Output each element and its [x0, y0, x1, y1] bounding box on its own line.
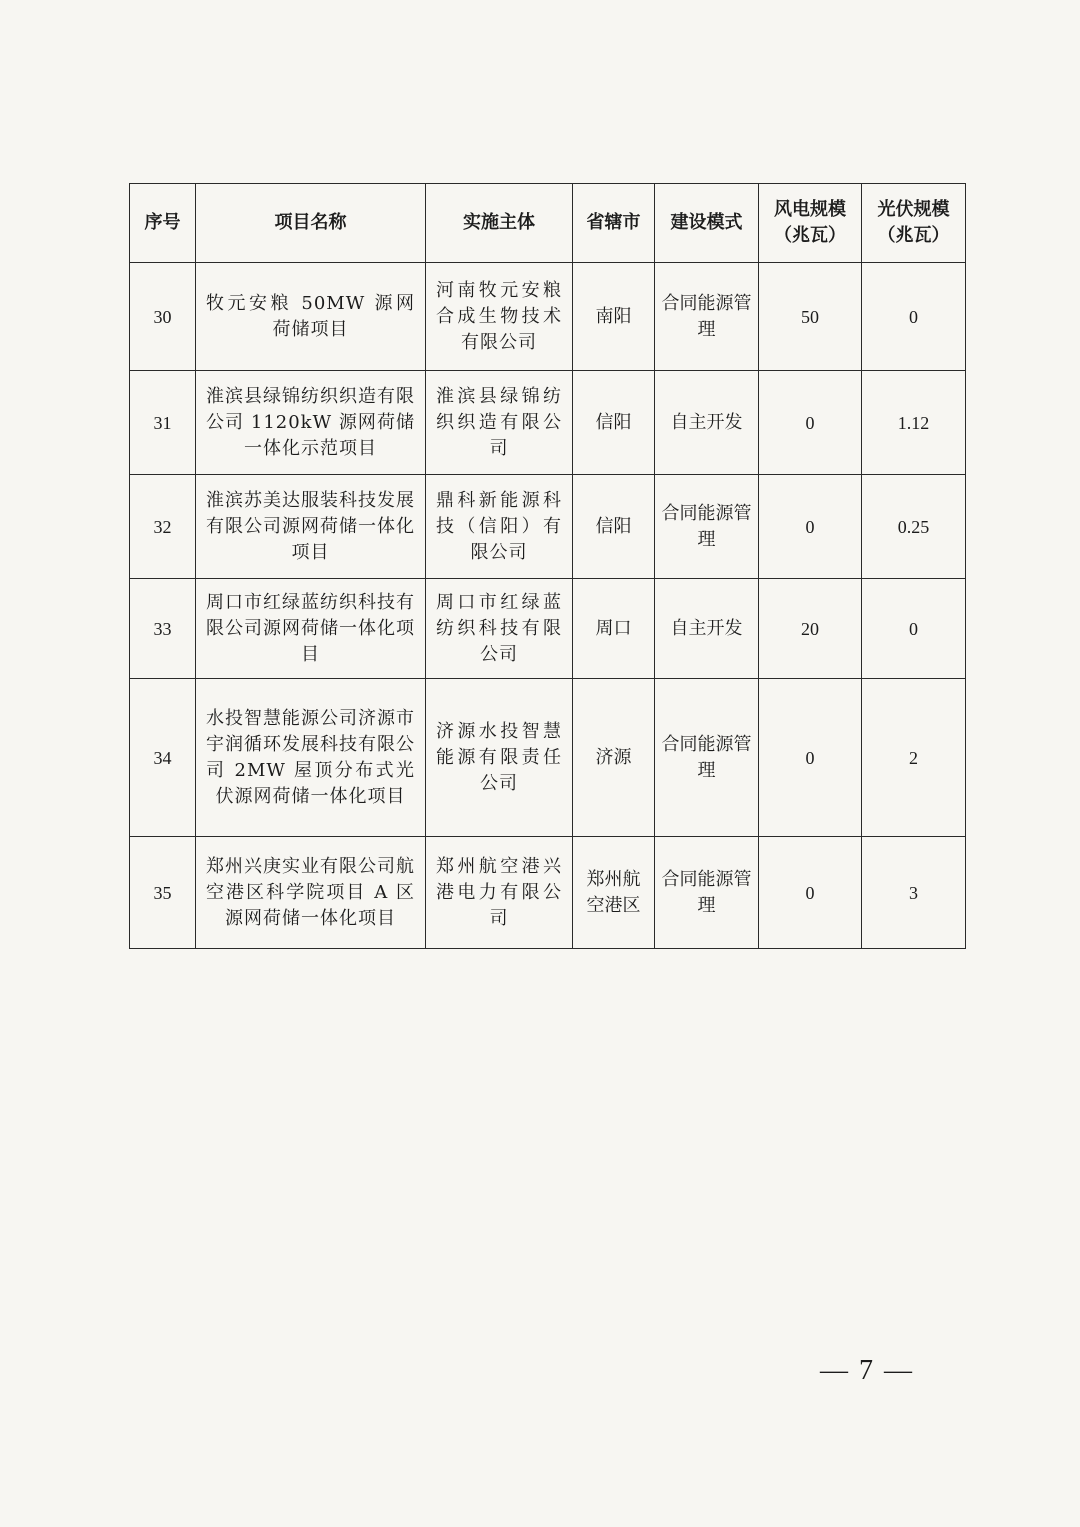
cell-city: 济源 [573, 679, 655, 837]
cell-project-name: 郑州兴庚实业有限公司航空港区科学院项目 A 区源网荷储一体化项目 [196, 837, 426, 949]
cell-mode: 合同能源管理 [655, 679, 759, 837]
cell-entity: 郑州航空港兴港电力有限公司 [426, 837, 573, 949]
header-wind-scale: 风电规模（兆瓦） [759, 184, 862, 263]
cell-project-name: 周口市红绿蓝纺织科技有限公司源网荷储一体化项目 [196, 579, 426, 679]
cell-wind-scale: 0 [759, 371, 862, 475]
cell-wind-scale: 50 [759, 263, 862, 371]
cell-wind-scale: 0 [759, 475, 862, 579]
cell-seq: 33 [130, 579, 196, 679]
cell-solar-scale: 0 [862, 579, 966, 679]
cell-solar-scale: 0 [862, 263, 966, 371]
cell-solar-scale: 3 [862, 837, 966, 949]
cell-city: 信阳 [573, 475, 655, 579]
cell-mode: 合同能源管理 [655, 475, 759, 579]
cell-mode: 合同能源管理 [655, 263, 759, 371]
header-city: 省辖市 [573, 184, 655, 263]
cell-entity: 济源水投智慧能源有限责任公司 [426, 679, 573, 837]
projects-table [129, 183, 966, 949]
header-entity: 实施主体 [426, 184, 573, 263]
cell-city: 周口 [573, 579, 655, 679]
cell-city: 信阳 [573, 371, 655, 475]
cell-seq: 34 [130, 679, 196, 837]
header-project-name: 项目名称 [196, 184, 426, 263]
table-row [130, 679, 966, 837]
table-row [130, 475, 966, 579]
cell-entity: 河南牧元安粮合成生物技术有限公司 [426, 263, 573, 371]
cell-seq: 32 [130, 475, 196, 579]
cell-mode: 合同能源管理 [655, 837, 759, 949]
table-row [130, 263, 966, 371]
cell-city: 郑州航空港区 [573, 837, 655, 949]
header-seq: 序号 [130, 184, 196, 263]
cell-mode: 自主开发 [655, 371, 759, 475]
cell-wind-scale: 20 [759, 579, 862, 679]
cell-solar-scale: 1.12 [862, 371, 966, 475]
cell-seq: 35 [130, 837, 196, 949]
cell-seq: 31 [130, 371, 196, 475]
table-row [130, 579, 966, 679]
cell-entity: 周口市红绿蓝纺织科技有限公司 [426, 579, 573, 679]
cell-entity: 淮滨县绿锦纺织织造有限公司 [426, 371, 573, 475]
cell-wind-scale: 0 [759, 679, 862, 837]
header-solar-scale: 光伏规模（兆瓦） [862, 184, 966, 263]
cell-seq: 30 [130, 263, 196, 371]
cell-project-name: 牧元安粮 50MW 源网荷储项目 [196, 263, 426, 371]
cell-city: 南阳 [573, 263, 655, 371]
header-mode: 建设模式 [655, 184, 759, 263]
cell-mode: 自主开发 [655, 579, 759, 679]
cell-entity: 鼎科新能源科技（信阳）有限公司 [426, 475, 573, 579]
cell-project-name: 淮滨县绿锦纺织织造有限公司 1120kW 源网荷储 一体化示范项目 [196, 371, 426, 475]
cell-solar-scale: 0.25 [862, 475, 966, 579]
table-row [130, 837, 966, 949]
cell-wind-scale: 0 [759, 837, 862, 949]
cell-project-name: 水投智慧能源公司济源市宇润循环发展科技有限公司 2MW 屋顶分布式光伏源网荷储一体化项目 [196, 679, 426, 837]
table-row [130, 371, 966, 475]
table-header-row [130, 184, 966, 263]
cell-project-name: 淮滨苏美达服装科技发展有限公司源网荷储一体化项目 [196, 475, 426, 579]
page-number: — 7 — [820, 1355, 914, 1386]
cell-solar-scale: 2 [862, 679, 966, 837]
